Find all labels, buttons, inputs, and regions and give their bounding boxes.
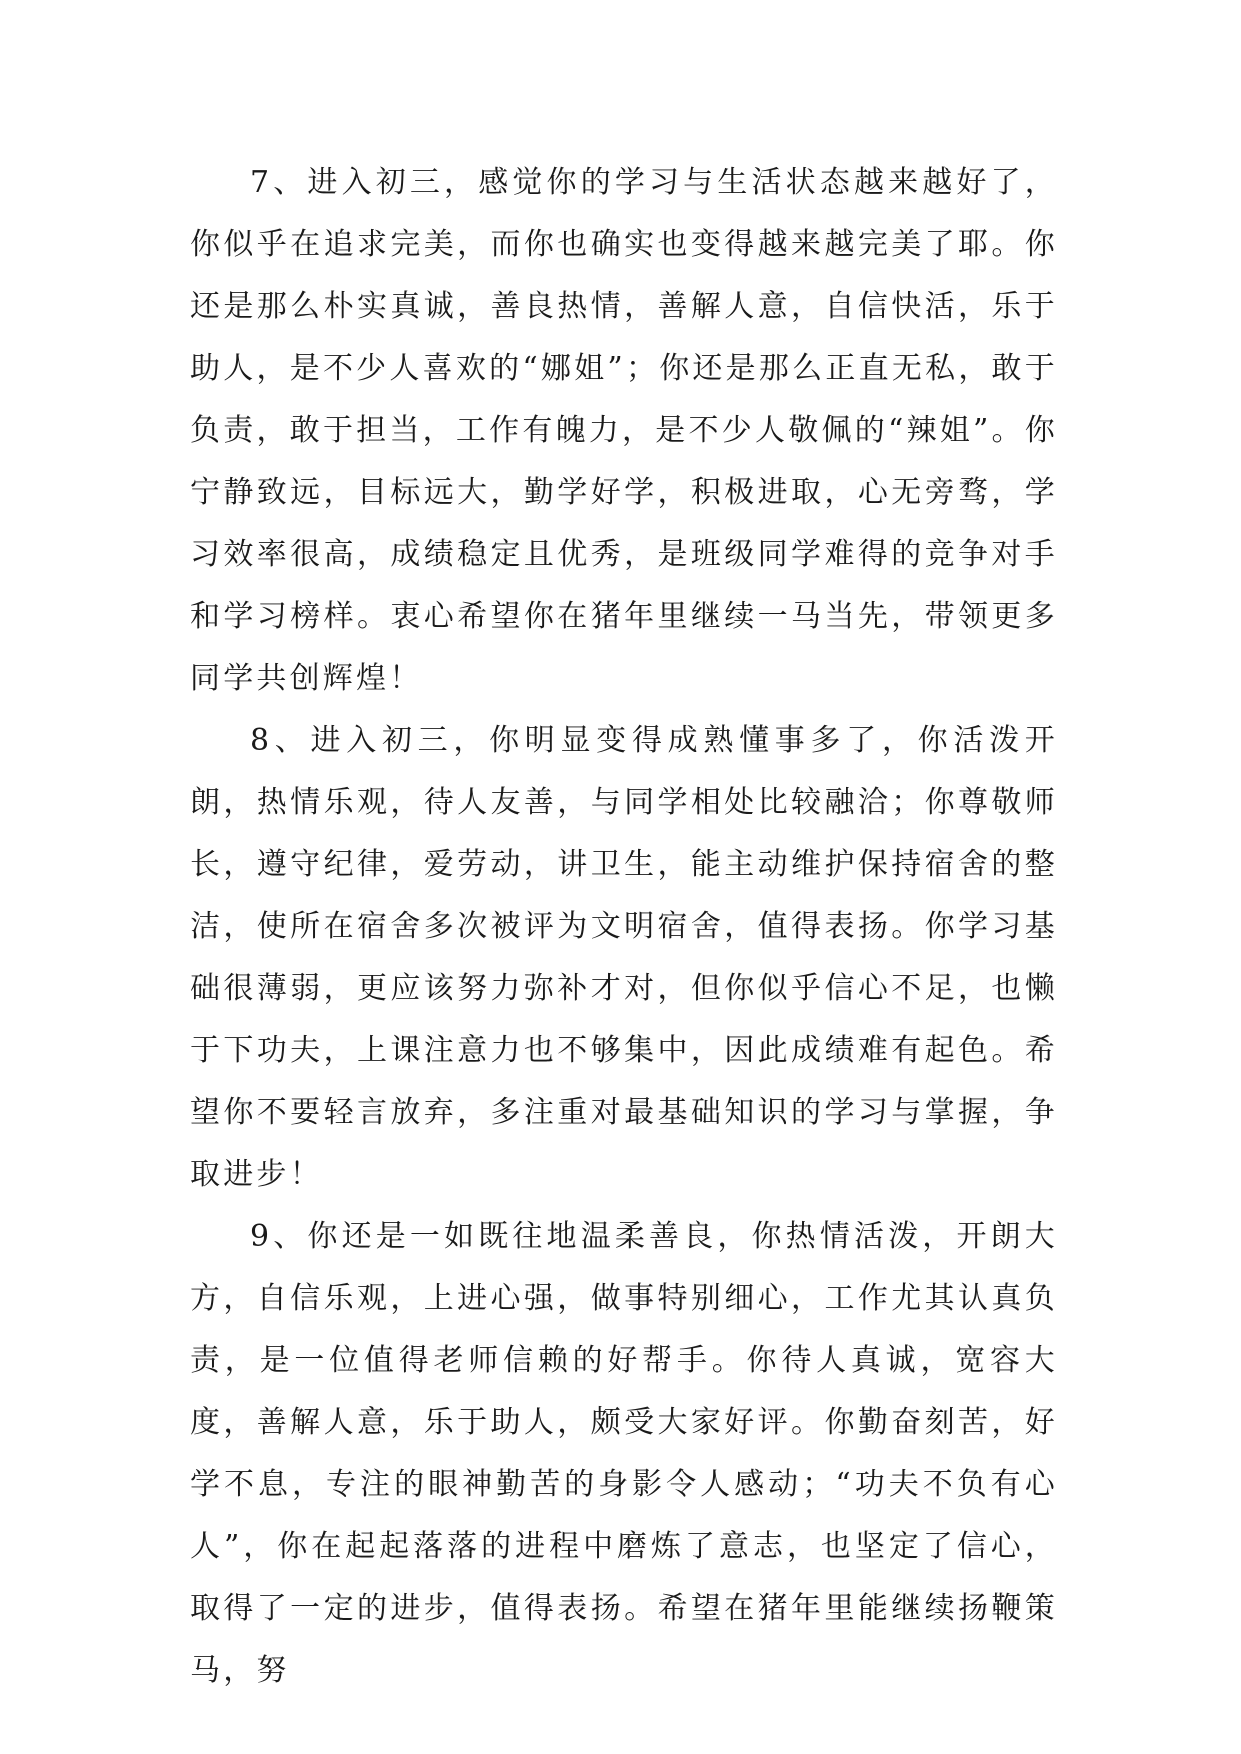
paragraph-7: 7、进入初三，感觉你的学习与生活状态越来越好了，你似乎在追求完美，而你也确实也变得越来越完美了耶。你还是那么朴实真诚，善良热情，善解人意，自信快活，乐于助人，是不少人喜欢的“娜姐”；你还是那么正直无私，敢于负责，敢于担当，工作有魄力，是不少人敬佩的“辣姐”。你宁静致远，目标远大，勤学好学，积极进取，心无旁骛，学习效率很高，成绩稳定且优秀，是班级同学难得的竞争对手和学习榜样。衷心希望你在猪年里继续一马当先，带领更多同学共创辉煌！ — [190, 165, 1058, 696]
document-body — [190, 152, 1058, 1702]
paragraph-9: 9、你还是一如既往地温柔善良，你热情活泼，开朗大方，自信乐观，上进心强，做事特别细心，工作尤其认真负责，是一位值得老师信赖的好帮手。你待人真诚，宽容大度，善解人意，乐于助人，颇受大家好评。你勤奋刻苦，好学不息，专注的眼神勤苦的身影令人感动；“功夫不负有心人”，你在起起落落的进程中磨炼了意志，也坚定了信心，取得了一定的进步，值得表扬。希望在猪年里能继续扬鞭策马，努 — [190, 1219, 1058, 1688]
paragraph-8: 8、进入初三，你明显变得成熟懂事多了，你活泼开朗，热情乐观，待人友善，与同学相处比较融洽；你尊敬师长，遵守纪律，爱劳动，讲卫生，能主动维护保持宿舍的整洁，使所在宿舍多次被评为文明宿舍，值得表扬。你学习基础很薄弱，更应该努力弥补才对，但你似乎信心不足，也懒于下功夫，上课注意力也不够集中，因此成绩难有起色。希望你不要轻言放弃，多注重对最基础知识的学习与掌握，争取进步！ — [190, 723, 1058, 1192]
